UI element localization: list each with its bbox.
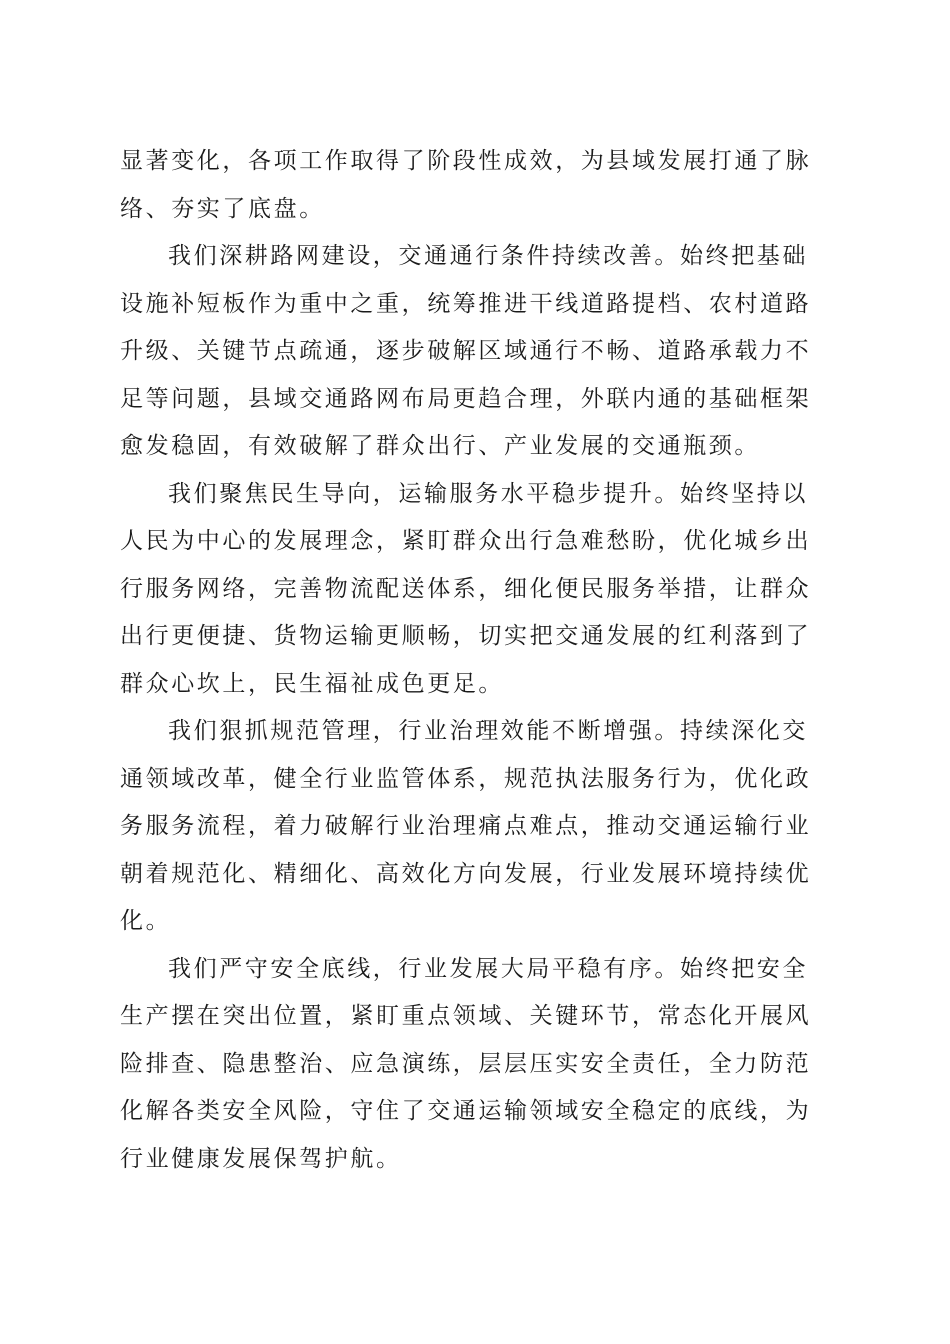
paragraph-safety [120, 946, 832, 1184]
text-line: 务服务流程，着力破解行业治理痛点难点，推动交通运输行业 [120, 813, 812, 839]
text-line: 设施补短板作为重中之重，统筹推进干线道路提档、农村道路 [120, 290, 812, 317]
text-line: 行业健康发展保驾护航。 [120, 1145, 402, 1172]
text-line: 显著变化，各项工作取得了阶段性成效，为县域发展打通了脉 [120, 148, 812, 174]
text-line: 化解各类安全风险，守住了交通运输领域安全稳定的底线，为 [120, 1098, 812, 1124]
text-line: 足等问题，县域交通路网布局更趋合理，外联内通的基础框架 [120, 385, 812, 412]
text-line: 群众心坎上，民生福祉成色更足。 [120, 670, 504, 697]
text-line: 络、夯实了底盘。 [120, 195, 325, 222]
text-line: 险排查、隐患整治、应急演练，层层压实安全责任，全力防范 [120, 1050, 812, 1077]
paragraph-continued [120, 138, 832, 233]
text-line: 我们狠抓规范管理，行业治理效能不断增强。持续深化交 [168, 718, 808, 744]
text-line: 生产摆在突出位置，紧盯重点领域、关键环节，常态化开展风 [120, 1003, 812, 1029]
text-line: 我们聚焦民生导向，运输服务水平稳步提升。始终坚持以 [168, 480, 808, 507]
text-line: 愈发稳固，有效破解了群众出行、产业发展的交通瓶颈。 [120, 433, 760, 459]
paragraph-transport-service [120, 471, 832, 709]
text-line: 通领域改革，健全行业监管体系，规范执法服务行为，优化政 [120, 765, 812, 792]
text-line: 我们严守安全底线，行业发展大局平稳有序。始终把安全 [168, 955, 808, 982]
text-line: 我们深耕路网建设，交通通行条件持续改善。始终把基础 [168, 243, 808, 269]
paragraph-road-network [120, 233, 832, 471]
text-line: 升级、关键节点疏通，逐步破解区域通行不畅、道路承载力不 [120, 338, 812, 364]
text-line: 行服务网络，完善物流配送体系，细化便民服务举措，让群众 [120, 575, 812, 602]
text-line: 出行更便捷、货物运输更顺畅，切实把交通发展的红利落到了 [120, 623, 812, 649]
document-body [120, 138, 832, 1183]
text-line: 人民为中心的发展理念，紧盯群众出行急难愁盼，优化城乡出 [120, 528, 812, 554]
paragraph-regulation [120, 708, 832, 946]
text-line: 朝着规范化、精细化、高效化方向发展，行业发展环境持续优 [120, 860, 812, 887]
text-line: 化。 [120, 908, 172, 934]
